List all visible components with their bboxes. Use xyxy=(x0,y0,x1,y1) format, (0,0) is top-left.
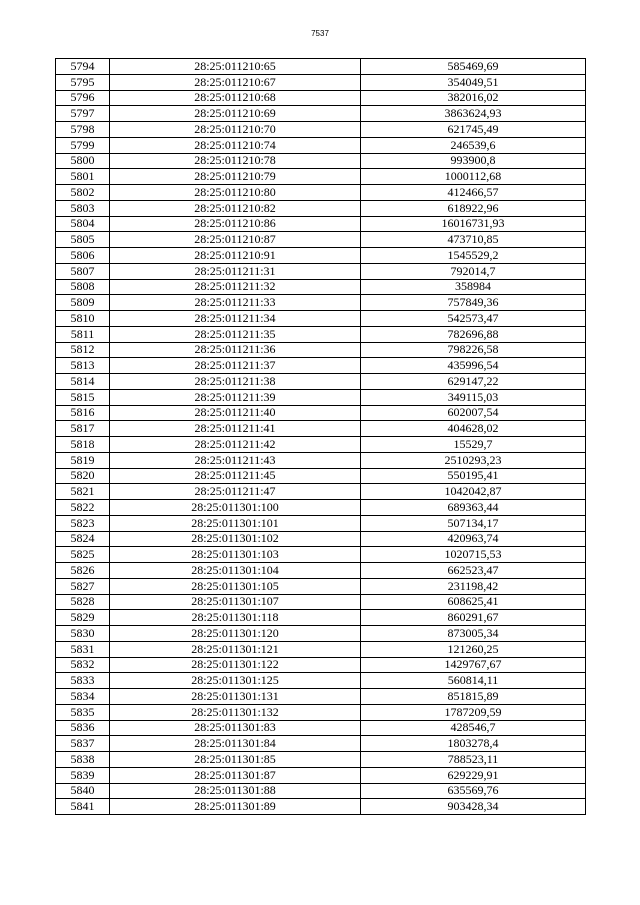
cadastral-number-cell: 28:25:011211:37 xyxy=(110,358,361,374)
table-row xyxy=(56,263,586,279)
cadastral-number-cell: 28:25:011210:79 xyxy=(110,169,361,185)
table-row xyxy=(56,547,586,563)
cadastral-number-cell: 28:25:011211:36 xyxy=(110,342,361,358)
cadastral-value-cell: 15529,7 xyxy=(361,437,586,453)
cadastral-value-cell: 412466,57 xyxy=(361,185,586,201)
row-number-cell: 5809 xyxy=(56,295,110,311)
cadastral-value-table xyxy=(55,58,586,815)
table-row xyxy=(56,311,586,327)
row-number-cell: 5838 xyxy=(56,752,110,768)
cadastral-number-cell: 28:25:011210:82 xyxy=(110,200,361,216)
cadastral-number-cell: 28:25:011210:65 xyxy=(110,59,361,75)
cadastral-value-cell: 629229,91 xyxy=(361,767,586,783)
row-number-cell: 5837 xyxy=(56,736,110,752)
table-row xyxy=(56,122,586,138)
cadastral-value-cell: 662523,47 xyxy=(361,563,586,579)
row-number-cell: 5799 xyxy=(56,137,110,153)
table-row xyxy=(56,468,586,484)
cadastral-value-cell: 382016,02 xyxy=(361,90,586,106)
cadastral-number-cell: 28:25:011301:89 xyxy=(110,799,361,815)
table-row xyxy=(56,626,586,642)
table-row xyxy=(56,232,586,248)
table-row xyxy=(56,515,586,531)
table-row xyxy=(56,248,586,264)
cadastral-value-cell: 354049,51 xyxy=(361,74,586,90)
row-number-cell: 5818 xyxy=(56,437,110,453)
row-number-cell: 5830 xyxy=(56,626,110,642)
table-row xyxy=(56,421,586,437)
table-row xyxy=(56,657,586,673)
table-row xyxy=(56,452,586,468)
cadastral-number-cell: 28:25:011211:32 xyxy=(110,279,361,295)
row-number-cell: 5810 xyxy=(56,311,110,327)
row-number-cell: 5813 xyxy=(56,358,110,374)
row-number-cell: 5833 xyxy=(56,673,110,689)
cadastral-number-cell: 28:25:011210:80 xyxy=(110,185,361,201)
row-number-cell: 5806 xyxy=(56,248,110,264)
table-body xyxy=(56,59,586,815)
cadastral-value-cell: 860291,67 xyxy=(361,610,586,626)
table-row xyxy=(56,563,586,579)
row-number-cell: 5836 xyxy=(56,720,110,736)
cadastral-number-cell: 28:25:011211:35 xyxy=(110,326,361,342)
row-number-cell: 5840 xyxy=(56,783,110,799)
cadastral-number-cell: 28:25:011210:74 xyxy=(110,137,361,153)
cadastral-number-cell: 28:25:011301:100 xyxy=(110,500,361,516)
table-row xyxy=(56,767,586,783)
table-row xyxy=(56,326,586,342)
row-number-cell: 5804 xyxy=(56,216,110,232)
table-row xyxy=(56,185,586,201)
table-row xyxy=(56,799,586,815)
table-row xyxy=(56,342,586,358)
cadastral-number-cell: 28:25:011211:39 xyxy=(110,389,361,405)
table-row xyxy=(56,720,586,736)
row-number-cell: 5802 xyxy=(56,185,110,201)
cadastral-value-cell: 2510293,23 xyxy=(361,452,586,468)
row-number-cell: 5811 xyxy=(56,326,110,342)
table-row xyxy=(56,783,586,799)
row-number-cell: 5816 xyxy=(56,405,110,421)
cadastral-number-cell: 28:25:011210:68 xyxy=(110,90,361,106)
cadastral-value-cell: 404628,02 xyxy=(361,421,586,437)
cadastral-number-cell: 28:25:011301:85 xyxy=(110,752,361,768)
cadastral-value-cell: 635569,76 xyxy=(361,783,586,799)
cadastral-value-cell: 1803278,4 xyxy=(361,736,586,752)
row-number-cell: 5817 xyxy=(56,421,110,437)
row-number-cell: 5826 xyxy=(56,563,110,579)
cadastral-value-cell: 903428,34 xyxy=(361,799,586,815)
row-number-cell: 5828 xyxy=(56,594,110,610)
cadastral-number-cell: 28:25:011211:41 xyxy=(110,421,361,437)
cadastral-number-cell: 28:25:011210:78 xyxy=(110,153,361,169)
row-number-cell: 5821 xyxy=(56,484,110,500)
table-row xyxy=(56,405,586,421)
row-number-cell: 5822 xyxy=(56,500,110,516)
cadastral-value-cell: 420963,74 xyxy=(361,531,586,547)
row-number-cell: 5803 xyxy=(56,200,110,216)
table-row xyxy=(56,610,586,626)
table-row xyxy=(56,153,586,169)
cadastral-number-cell: 28:25:011211:34 xyxy=(110,311,361,327)
table-row xyxy=(56,200,586,216)
cadastral-number-cell: 28:25:011210:86 xyxy=(110,216,361,232)
table-row xyxy=(56,90,586,106)
row-number-cell: 5805 xyxy=(56,232,110,248)
cadastral-number-cell: 28:25:011301:83 xyxy=(110,720,361,736)
cadastral-value-cell: 473710,85 xyxy=(361,232,586,248)
table-row xyxy=(56,641,586,657)
cadastral-value-cell: 1429767,67 xyxy=(361,657,586,673)
row-number-cell: 5819 xyxy=(56,452,110,468)
cadastral-value-cell: 629147,22 xyxy=(361,374,586,390)
row-number-cell: 5814 xyxy=(56,374,110,390)
table-row xyxy=(56,704,586,720)
cadastral-number-cell: 28:25:011301:120 xyxy=(110,626,361,642)
table-row xyxy=(56,358,586,374)
row-number-cell: 5812 xyxy=(56,342,110,358)
row-number-cell: 5798 xyxy=(56,122,110,138)
cadastral-value-cell: 792014,7 xyxy=(361,263,586,279)
table-row xyxy=(56,106,586,122)
cadastral-number-cell: 28:25:011301:125 xyxy=(110,673,361,689)
row-number-cell: 5801 xyxy=(56,169,110,185)
table-row xyxy=(56,673,586,689)
row-number-cell: 5829 xyxy=(56,610,110,626)
cadastral-number-cell: 28:25:011301:104 xyxy=(110,563,361,579)
row-number-cell: 5825 xyxy=(56,547,110,563)
row-number-cell: 5839 xyxy=(56,767,110,783)
cadastral-number-cell: 28:25:011301:103 xyxy=(110,547,361,563)
cadastral-value-cell: 798226,58 xyxy=(361,342,586,358)
cadastral-value-cell: 560814,11 xyxy=(361,673,586,689)
cadastral-value-cell: 1020715,53 xyxy=(361,547,586,563)
cadastral-number-cell: 28:25:011211:31 xyxy=(110,263,361,279)
cadastral-value-cell: 782696,88 xyxy=(361,326,586,342)
cadastral-number-cell: 28:25:011301:118 xyxy=(110,610,361,626)
row-number-cell: 5841 xyxy=(56,799,110,815)
table-row xyxy=(56,752,586,768)
table-row xyxy=(56,689,586,705)
cadastral-value-cell: 993900,8 xyxy=(361,153,586,169)
cadastral-number-cell: 28:25:011301:121 xyxy=(110,641,361,657)
cadastral-number-cell: 28:25:011301:107 xyxy=(110,594,361,610)
row-number-cell: 5797 xyxy=(56,106,110,122)
row-number-cell: 5824 xyxy=(56,531,110,547)
table-row xyxy=(56,74,586,90)
row-number-cell: 5820 xyxy=(56,468,110,484)
row-number-cell: 5794 xyxy=(56,59,110,75)
cadastral-value-cell: 507134,17 xyxy=(361,515,586,531)
row-number-cell: 5796 xyxy=(56,90,110,106)
cadastral-value-cell: 435996,54 xyxy=(361,358,586,374)
row-number-cell: 5834 xyxy=(56,689,110,705)
row-number-cell: 5832 xyxy=(56,657,110,673)
row-number-cell: 5800 xyxy=(56,153,110,169)
cadastral-value-cell: 542573,47 xyxy=(361,311,586,327)
row-number-cell: 5831 xyxy=(56,641,110,657)
cadastral-number-cell: 28:25:011301:101 xyxy=(110,515,361,531)
cadastral-value-cell: 1787209,59 xyxy=(361,704,586,720)
cadastral-value-cell: 621745,49 xyxy=(361,122,586,138)
row-number-cell: 5815 xyxy=(56,389,110,405)
cadastral-number-cell: 28:25:011210:87 xyxy=(110,232,361,248)
cadastral-number-cell: 28:25:011211:40 xyxy=(110,405,361,421)
table-row xyxy=(56,279,586,295)
table-row xyxy=(56,169,586,185)
row-number-cell: 5808 xyxy=(56,279,110,295)
cadastral-value-cell: 788523,11 xyxy=(361,752,586,768)
cadastral-value-cell: 428546,7 xyxy=(361,720,586,736)
page-number: 7537 xyxy=(311,29,329,38)
cadastral-number-cell: 28:25:011301:131 xyxy=(110,689,361,705)
table-row xyxy=(56,531,586,547)
cadastral-number-cell: 28:25:011301:105 xyxy=(110,578,361,594)
cadastral-value-cell: 550195,41 xyxy=(361,468,586,484)
table-row xyxy=(56,137,586,153)
cadastral-number-cell: 28:25:011210:70 xyxy=(110,122,361,138)
cadastral-number-cell: 28:25:011301:122 xyxy=(110,657,361,673)
row-number-cell: 5827 xyxy=(56,578,110,594)
cadastral-value-cell: 585469,69 xyxy=(361,59,586,75)
cadastral-number-cell: 28:25:011301:132 xyxy=(110,704,361,720)
cadastral-number-cell: 28:25:011210:91 xyxy=(110,248,361,264)
cadastral-value-cell: 121260,25 xyxy=(361,641,586,657)
row-number-cell: 5835 xyxy=(56,704,110,720)
cadastral-value-cell: 349115,03 xyxy=(361,389,586,405)
cadastral-value-cell: 757849,36 xyxy=(361,295,586,311)
cadastral-number-cell: 28:25:011211:45 xyxy=(110,468,361,484)
cadastral-value-cell: 608625,41 xyxy=(361,594,586,610)
cadastral-number-cell: 28:25:011210:67 xyxy=(110,74,361,90)
cadastral-value-cell: 16016731,93 xyxy=(361,216,586,232)
table-row xyxy=(56,389,586,405)
cadastral-number-cell: 28:25:011211:43 xyxy=(110,452,361,468)
cadastral-value-cell: 3863624,93 xyxy=(361,106,586,122)
table-row xyxy=(56,594,586,610)
cadastral-value-cell: 618922,96 xyxy=(361,200,586,216)
cadastral-number-cell: 28:25:011211:33 xyxy=(110,295,361,311)
cadastral-value-cell: 851815,89 xyxy=(361,689,586,705)
cadastral-value-cell: 246539,6 xyxy=(361,137,586,153)
table-row xyxy=(56,295,586,311)
table-row xyxy=(56,578,586,594)
cadastral-number-cell: 28:25:011301:88 xyxy=(110,783,361,799)
cadastral-value-cell: 231198,42 xyxy=(361,578,586,594)
cadastral-value-cell: 1042042,87 xyxy=(361,484,586,500)
row-number-cell: 5807 xyxy=(56,263,110,279)
table-row xyxy=(56,484,586,500)
cadastral-number-cell: 28:25:011210:69 xyxy=(110,106,361,122)
cadastral-number-cell: 28:25:011211:47 xyxy=(110,484,361,500)
cadastral-number-cell: 28:25:011301:84 xyxy=(110,736,361,752)
table-row xyxy=(56,736,586,752)
cadastral-number-cell: 28:25:011301:87 xyxy=(110,767,361,783)
cadastral-value-cell: 1545529,2 xyxy=(361,248,586,264)
table-row xyxy=(56,216,586,232)
cadastral-number-cell: 28:25:011211:42 xyxy=(110,437,361,453)
row-number-cell: 5823 xyxy=(56,515,110,531)
cadastral-value-cell: 602007,54 xyxy=(361,405,586,421)
table-row xyxy=(56,500,586,516)
cadastral-number-cell: 28:25:011301:102 xyxy=(110,531,361,547)
cadastral-value-cell: 1000112,68 xyxy=(361,169,586,185)
table-row xyxy=(56,437,586,453)
row-number-cell: 5795 xyxy=(56,74,110,90)
cadastral-value-cell: 358984 xyxy=(361,279,586,295)
cadastral-value-cell: 689363,44 xyxy=(361,500,586,516)
table-row xyxy=(56,374,586,390)
table-row xyxy=(56,59,586,75)
cadastral-number-cell: 28:25:011211:38 xyxy=(110,374,361,390)
cadastral-value-cell: 873005,34 xyxy=(361,626,586,642)
